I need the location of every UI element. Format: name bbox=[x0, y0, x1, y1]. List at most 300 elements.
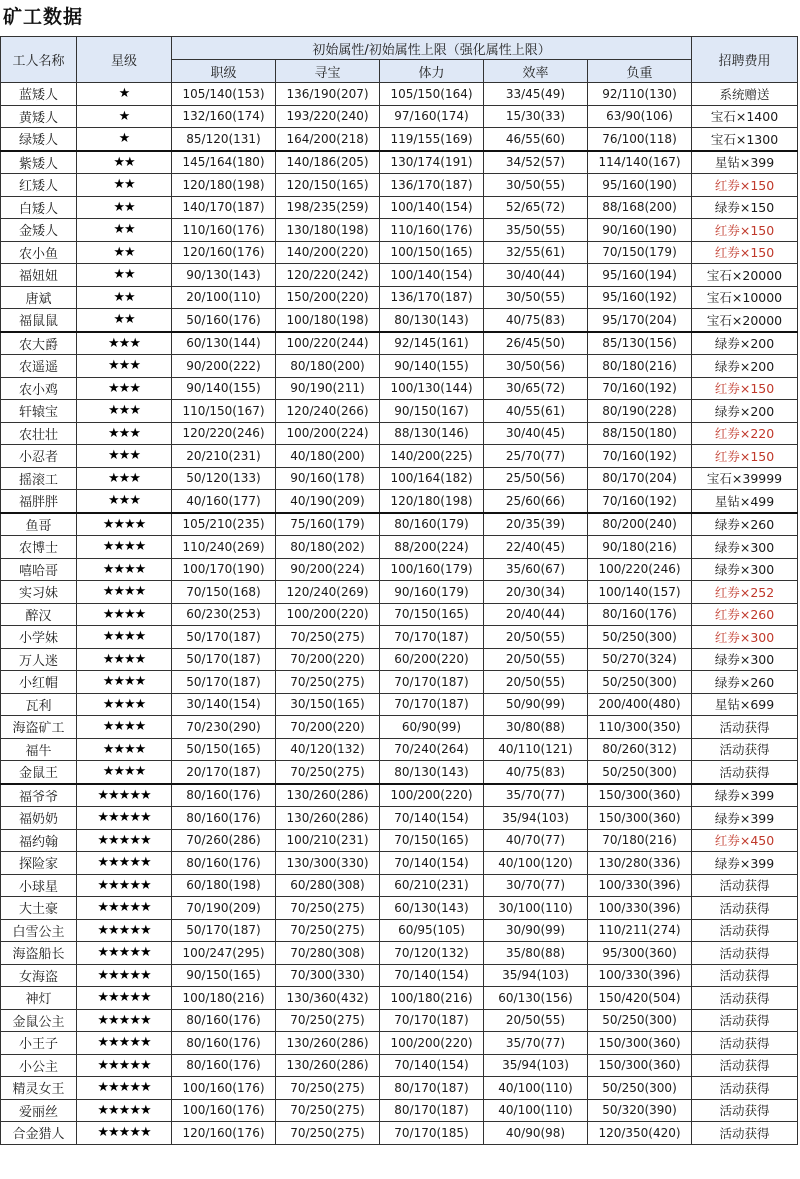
star-rating: ★★★★ bbox=[77, 558, 172, 581]
efficiency-value: 40/75(83) bbox=[484, 761, 588, 784]
efficiency-value: 20/40(44) bbox=[484, 603, 588, 626]
recruit-cost: 活动获得 bbox=[692, 761, 798, 784]
load-value: 100/330(396) bbox=[588, 964, 692, 987]
stamina-value: 80/170(187) bbox=[380, 1099, 484, 1122]
rank-value: 100/160(176) bbox=[172, 1099, 276, 1122]
table-row bbox=[1, 581, 798, 604]
load-value: 100/140(157) bbox=[588, 581, 692, 604]
star-rating: ★★ bbox=[77, 241, 172, 264]
treasure-value: 136/190(207) bbox=[276, 83, 380, 106]
treasure-value: 90/200(224) bbox=[276, 558, 380, 581]
efficiency-value: 35/94(103) bbox=[484, 807, 588, 830]
treasure-value: 70/250(275) bbox=[276, 1009, 380, 1032]
efficiency-value: 32/55(61) bbox=[484, 241, 588, 264]
load-value: 85/130(156) bbox=[588, 332, 692, 355]
stamina-value: 70/140(154) bbox=[380, 852, 484, 875]
worker-name: 海盗矿工 bbox=[1, 716, 77, 739]
efficiency-value: 33/45(49) bbox=[484, 83, 588, 106]
stamina-value: 70/150(165) bbox=[380, 829, 484, 852]
star-rating: ★★★ bbox=[77, 355, 172, 378]
worker-name: 黄矮人 bbox=[1, 105, 77, 128]
star-rating: ★★★★★ bbox=[77, 942, 172, 965]
efficiency-value: 30/100(110) bbox=[484, 897, 588, 920]
worker-name: 农大爵 bbox=[1, 332, 77, 355]
efficiency-value: 40/100(110) bbox=[484, 1077, 588, 1100]
rank-value: 60/130(144) bbox=[172, 332, 276, 355]
recruit-cost: 活动获得 bbox=[692, 874, 798, 897]
recruit-cost: 绿券×399 bbox=[692, 852, 798, 875]
load-value: 70/160(192) bbox=[588, 445, 692, 468]
load-value: 88/168(200) bbox=[588, 196, 692, 219]
recruit-cost: 红券×300 bbox=[692, 626, 798, 649]
recruit-cost: 活动获得 bbox=[692, 897, 798, 920]
stamina-value: 136/170(187) bbox=[380, 174, 484, 197]
star-rating: ★★★★ bbox=[77, 536, 172, 559]
load-value: 200/400(480) bbox=[588, 693, 692, 716]
rank-value: 50/150(165) bbox=[172, 738, 276, 761]
stamina-value: 70/120(132) bbox=[380, 942, 484, 965]
stamina-value: 100/164(182) bbox=[380, 467, 484, 490]
header-star-level: 星级 bbox=[77, 37, 172, 83]
star-rating: ★★★★★ bbox=[77, 897, 172, 920]
stamina-value: 88/200(224) bbox=[380, 536, 484, 559]
table-row bbox=[1, 83, 798, 106]
recruit-cost: 红券×150 bbox=[692, 174, 798, 197]
recruit-cost: 活动获得 bbox=[692, 942, 798, 965]
table-row bbox=[1, 332, 798, 355]
efficiency-value: 35/80(88) bbox=[484, 942, 588, 965]
worker-name: 轩辕宝 bbox=[1, 400, 77, 423]
table-row bbox=[1, 829, 798, 852]
recruit-cost: 活动获得 bbox=[692, 987, 798, 1010]
load-value: 80/160(176) bbox=[588, 603, 692, 626]
stamina-value: 130/174(191) bbox=[380, 151, 484, 174]
recruit-cost: 活动获得 bbox=[692, 1122, 798, 1145]
recruit-cost: 绿券×300 bbox=[692, 648, 798, 671]
rank-value: 80/160(176) bbox=[172, 1054, 276, 1077]
recruit-cost: 活动获得 bbox=[692, 964, 798, 987]
table-row bbox=[1, 309, 798, 332]
table-row bbox=[1, 603, 798, 626]
load-value: 80/170(204) bbox=[588, 467, 692, 490]
worker-name: 紫矮人 bbox=[1, 151, 77, 174]
load-value: 80/200(240) bbox=[588, 513, 692, 536]
treasure-value: 70/250(275) bbox=[276, 671, 380, 694]
treasure-value: 90/190(211) bbox=[276, 377, 380, 400]
efficiency-value: 35/70(77) bbox=[484, 1032, 588, 1055]
table-row bbox=[1, 784, 798, 807]
header-stamina: 体力 bbox=[380, 60, 484, 83]
rank-value: 50/170(187) bbox=[172, 626, 276, 649]
stamina-value: 60/210(231) bbox=[380, 874, 484, 897]
efficiency-value: 30/90(99) bbox=[484, 919, 588, 942]
table-row bbox=[1, 1054, 798, 1077]
load-value: 70/160(192) bbox=[588, 490, 692, 513]
star-rating: ★★★★★ bbox=[77, 1077, 172, 1100]
rank-value: 20/170(187) bbox=[172, 761, 276, 784]
worker-name: 唐斌 bbox=[1, 286, 77, 309]
load-value: 80/190(228) bbox=[588, 400, 692, 423]
stamina-value: 100/200(220) bbox=[380, 784, 484, 807]
recruit-cost: 红券×252 bbox=[692, 581, 798, 604]
star-rating: ★★★ bbox=[77, 400, 172, 423]
star-rating: ★★★★★ bbox=[77, 829, 172, 852]
stamina-value: 60/130(143) bbox=[380, 897, 484, 920]
load-value: 50/250(300) bbox=[588, 1009, 692, 1032]
load-value: 50/270(324) bbox=[588, 648, 692, 671]
stamina-value: 60/90(99) bbox=[380, 716, 484, 739]
load-value: 50/250(300) bbox=[588, 761, 692, 784]
rank-value: 132/160(174) bbox=[172, 105, 276, 128]
star-rating: ★★★★★ bbox=[77, 919, 172, 942]
load-value: 80/260(312) bbox=[588, 738, 692, 761]
treasure-value: 130/180(198) bbox=[276, 219, 380, 242]
stamina-value: 105/150(164) bbox=[380, 83, 484, 106]
star-rating: ★★★★★ bbox=[77, 1054, 172, 1077]
stamina-value: 70/170(187) bbox=[380, 626, 484, 649]
worker-name: 实习妹 bbox=[1, 581, 77, 604]
stamina-value: 70/140(154) bbox=[380, 964, 484, 987]
efficiency-value: 40/100(110) bbox=[484, 1099, 588, 1122]
stamina-value: 70/170(187) bbox=[380, 671, 484, 694]
header-efficiency: 效率 bbox=[484, 60, 588, 83]
treasure-value: 120/150(165) bbox=[276, 174, 380, 197]
stamina-value: 100/150(165) bbox=[380, 241, 484, 264]
stamina-value: 70/170(187) bbox=[380, 693, 484, 716]
load-value: 76/100(118) bbox=[588, 128, 692, 151]
load-value: 50/250(300) bbox=[588, 626, 692, 649]
efficiency-value: 30/65(72) bbox=[484, 377, 588, 400]
table-row bbox=[1, 219, 798, 242]
table-row bbox=[1, 693, 798, 716]
efficiency-value: 25/50(56) bbox=[484, 467, 588, 490]
recruit-cost: 活动获得 bbox=[692, 1099, 798, 1122]
load-value: 70/150(179) bbox=[588, 241, 692, 264]
load-value: 95/300(360) bbox=[588, 942, 692, 965]
efficiency-value: 35/70(77) bbox=[484, 784, 588, 807]
treasure-value: 70/250(275) bbox=[276, 761, 380, 784]
load-value: 95/170(204) bbox=[588, 309, 692, 332]
worker-name: 福胖胖 bbox=[1, 490, 77, 513]
star-rating: ★★★ bbox=[77, 445, 172, 468]
rank-value: 70/260(286) bbox=[172, 829, 276, 852]
table-row bbox=[1, 671, 798, 694]
treasure-value: 70/300(330) bbox=[276, 964, 380, 987]
recruit-cost: 绿券×200 bbox=[692, 400, 798, 423]
efficiency-value: 46/55(60) bbox=[484, 128, 588, 151]
worker-name: 大土豪 bbox=[1, 897, 77, 920]
worker-name: 白矮人 bbox=[1, 196, 77, 219]
treasure-value: 100/180(198) bbox=[276, 309, 380, 332]
recruit-cost: 宝石×1400 bbox=[692, 105, 798, 128]
star-rating: ★★★★ bbox=[77, 626, 172, 649]
rank-value: 110/160(176) bbox=[172, 219, 276, 242]
worker-name: 神灯 bbox=[1, 987, 77, 1010]
worker-name: 福妞妞 bbox=[1, 264, 77, 287]
stamina-value: 80/130(143) bbox=[380, 309, 484, 332]
rank-value: 50/170(187) bbox=[172, 671, 276, 694]
rank-value: 80/160(176) bbox=[172, 1009, 276, 1032]
treasure-value: 100/220(244) bbox=[276, 332, 380, 355]
stamina-value: 80/160(179) bbox=[380, 513, 484, 536]
rank-value: 100/247(295) bbox=[172, 942, 276, 965]
efficiency-value: 30/50(55) bbox=[484, 174, 588, 197]
rank-value: 80/160(176) bbox=[172, 807, 276, 830]
star-rating: ★★★ bbox=[77, 377, 172, 400]
treasure-value: 130/260(286) bbox=[276, 807, 380, 830]
treasure-value: 120/240(266) bbox=[276, 400, 380, 423]
table-row bbox=[1, 1009, 798, 1032]
worker-name: 爱丽丝 bbox=[1, 1099, 77, 1122]
star-rating: ★★ bbox=[77, 196, 172, 219]
rank-value: 90/150(165) bbox=[172, 964, 276, 987]
load-value: 80/180(216) bbox=[588, 355, 692, 378]
treasure-value: 70/250(275) bbox=[276, 626, 380, 649]
recruit-cost: 活动获得 bbox=[692, 1009, 798, 1032]
stamina-value: 70/240(264) bbox=[380, 738, 484, 761]
efficiency-value: 40/55(61) bbox=[484, 400, 588, 423]
worker-name: 嘻哈哥 bbox=[1, 558, 77, 581]
star-rating: ★★★★★ bbox=[77, 784, 172, 807]
treasure-value: 193/220(240) bbox=[276, 105, 380, 128]
star-rating: ★★★★ bbox=[77, 603, 172, 626]
table-row bbox=[1, 151, 798, 174]
table-row bbox=[1, 738, 798, 761]
treasure-value: 70/280(308) bbox=[276, 942, 380, 965]
star-rating: ★★★★★ bbox=[77, 874, 172, 897]
worker-name: 金鼠公主 bbox=[1, 1009, 77, 1032]
rank-value: 100/180(216) bbox=[172, 987, 276, 1010]
table-row bbox=[1, 445, 798, 468]
star-rating: ★★★★ bbox=[77, 513, 172, 536]
table-row bbox=[1, 264, 798, 287]
worker-name: 金矮人 bbox=[1, 219, 77, 242]
star-rating: ★★ bbox=[77, 286, 172, 309]
treasure-value: 130/300(330) bbox=[276, 852, 380, 875]
load-value: 70/160(192) bbox=[588, 377, 692, 400]
star-rating: ★★★★★ bbox=[77, 1122, 172, 1145]
worker-name: 红矮人 bbox=[1, 174, 77, 197]
worker-name: 鱼哥 bbox=[1, 513, 77, 536]
rank-value: 105/140(153) bbox=[172, 83, 276, 106]
table-row bbox=[1, 716, 798, 739]
recruit-cost: 绿券×300 bbox=[692, 558, 798, 581]
stamina-value: 90/150(167) bbox=[380, 400, 484, 423]
worker-name: 农遥遥 bbox=[1, 355, 77, 378]
load-value: 90/160(190) bbox=[588, 219, 692, 242]
load-value: 150/300(360) bbox=[588, 1054, 692, 1077]
stamina-value: 80/130(143) bbox=[380, 761, 484, 784]
stamina-value: 70/140(154) bbox=[380, 1054, 484, 1077]
worker-name: 福约翰 bbox=[1, 829, 77, 852]
star-rating: ★★★★ bbox=[77, 648, 172, 671]
rank-value: 120/160(176) bbox=[172, 241, 276, 264]
load-value: 95/160(194) bbox=[588, 264, 692, 287]
efficiency-value: 35/94(103) bbox=[484, 964, 588, 987]
miner-rows bbox=[1, 83, 798, 1145]
table-row bbox=[1, 286, 798, 309]
stamina-value: 70/150(165) bbox=[380, 603, 484, 626]
efficiency-value: 52/65(72) bbox=[484, 196, 588, 219]
star-rating: ★★★★ bbox=[77, 738, 172, 761]
efficiency-value: 20/30(34) bbox=[484, 581, 588, 604]
table-row bbox=[1, 513, 798, 536]
recruit-cost: 红券×260 bbox=[692, 603, 798, 626]
rank-value: 40/160(177) bbox=[172, 490, 276, 513]
treasure-value: 60/280(308) bbox=[276, 874, 380, 897]
efficiency-value: 35/60(67) bbox=[484, 558, 588, 581]
treasure-value: 40/120(132) bbox=[276, 738, 380, 761]
recruit-cost: 红券×150 bbox=[692, 377, 798, 400]
stamina-value: 92/145(161) bbox=[380, 332, 484, 355]
recruit-cost: 红券×150 bbox=[692, 219, 798, 242]
worker-name: 精灵女王 bbox=[1, 1077, 77, 1100]
table-row bbox=[1, 558, 798, 581]
star-rating: ★★ bbox=[77, 174, 172, 197]
efficiency-value: 22/40(45) bbox=[484, 536, 588, 559]
load-value: 120/350(420) bbox=[588, 1122, 692, 1145]
load-value: 150/420(504) bbox=[588, 987, 692, 1010]
efficiency-value: 20/50(55) bbox=[484, 1009, 588, 1032]
star-rating: ★★★★★ bbox=[77, 987, 172, 1010]
rank-value: 120/160(176) bbox=[172, 1122, 276, 1145]
stamina-value: 80/170(187) bbox=[380, 1077, 484, 1100]
efficiency-value: 30/40(45) bbox=[484, 422, 588, 445]
recruit-cost: 绿券×399 bbox=[692, 807, 798, 830]
efficiency-value: 25/60(66) bbox=[484, 490, 588, 513]
treasure-value: 70/250(275) bbox=[276, 1122, 380, 1145]
recruit-cost: 活动获得 bbox=[692, 1054, 798, 1077]
table-row bbox=[1, 964, 798, 987]
treasure-value: 70/250(275) bbox=[276, 1099, 380, 1122]
worker-name: 福牛 bbox=[1, 738, 77, 761]
load-value: 70/180(216) bbox=[588, 829, 692, 852]
efficiency-value: 30/80(88) bbox=[484, 716, 588, 739]
worker-name: 醉汉 bbox=[1, 603, 77, 626]
treasure-value: 70/200(220) bbox=[276, 648, 380, 671]
load-value: 63/90(106) bbox=[588, 105, 692, 128]
table-row bbox=[1, 852, 798, 875]
load-value: 130/280(336) bbox=[588, 852, 692, 875]
efficiency-value: 50/90(99) bbox=[484, 693, 588, 716]
treasure-value: 130/260(286) bbox=[276, 784, 380, 807]
table-row bbox=[1, 241, 798, 264]
worker-name: 小王子 bbox=[1, 1032, 77, 1055]
rank-value: 70/230(290) bbox=[172, 716, 276, 739]
star-rating: ★★★★★ bbox=[77, 964, 172, 987]
worker-name: 蓝矮人 bbox=[1, 83, 77, 106]
recruit-cost: 绿券×399 bbox=[692, 784, 798, 807]
worker-name: 小学妹 bbox=[1, 626, 77, 649]
efficiency-value: 25/70(77) bbox=[484, 445, 588, 468]
star-rating: ★★★★★ bbox=[77, 807, 172, 830]
table-row bbox=[1, 196, 798, 219]
efficiency-value: 40/75(83) bbox=[484, 309, 588, 332]
recruit-cost: 宝石×1300 bbox=[692, 128, 798, 151]
stamina-value: 90/140(155) bbox=[380, 355, 484, 378]
rank-value: 50/160(176) bbox=[172, 309, 276, 332]
table-row bbox=[1, 897, 798, 920]
rank-value: 90/140(155) bbox=[172, 377, 276, 400]
load-value: 150/300(360) bbox=[588, 784, 692, 807]
efficiency-value: 30/50(55) bbox=[484, 286, 588, 309]
load-value: 90/180(216) bbox=[588, 536, 692, 559]
star-rating: ★★★ bbox=[77, 490, 172, 513]
recruit-cost: 星钻×499 bbox=[692, 490, 798, 513]
recruit-cost: 红券×150 bbox=[692, 445, 798, 468]
star-rating: ★★★ bbox=[77, 332, 172, 355]
star-rating: ★★★ bbox=[77, 467, 172, 490]
load-value: 150/300(360) bbox=[588, 1032, 692, 1055]
stamina-value: 70/140(154) bbox=[380, 807, 484, 830]
worker-name: 小红帽 bbox=[1, 671, 77, 694]
miner-data-table bbox=[0, 36, 798, 1145]
header-recruit-cost: 招聘费用 bbox=[692, 37, 798, 83]
star-rating: ★★★ bbox=[77, 422, 172, 445]
recruit-cost: 绿券×150 bbox=[692, 196, 798, 219]
star-rating: ★★★★★ bbox=[77, 1009, 172, 1032]
treasure-value: 80/180(200) bbox=[276, 355, 380, 378]
rank-value: 145/164(180) bbox=[172, 151, 276, 174]
efficiency-value: 60/130(156) bbox=[484, 987, 588, 1010]
rank-value: 120/180(198) bbox=[172, 174, 276, 197]
star-rating: ★★★★ bbox=[77, 671, 172, 694]
rank-value: 70/150(168) bbox=[172, 581, 276, 604]
recruit-cost: 绿券×200 bbox=[692, 332, 798, 355]
load-value: 50/250(300) bbox=[588, 1077, 692, 1100]
treasure-value: 40/180(200) bbox=[276, 445, 380, 468]
stamina-value: 100/140(154) bbox=[380, 196, 484, 219]
treasure-value: 70/250(275) bbox=[276, 919, 380, 942]
stamina-value: 110/160(176) bbox=[380, 219, 484, 242]
rank-value: 110/150(167) bbox=[172, 400, 276, 423]
treasure-value: 40/190(209) bbox=[276, 490, 380, 513]
star-rating: ★ bbox=[77, 128, 172, 151]
rank-value: 100/160(176) bbox=[172, 1077, 276, 1100]
star-rating: ★★ bbox=[77, 219, 172, 242]
recruit-cost: 活动获得 bbox=[692, 716, 798, 739]
treasure-value: 150/200(220) bbox=[276, 286, 380, 309]
worker-name: 金鼠王 bbox=[1, 761, 77, 784]
table-row bbox=[1, 467, 798, 490]
table-row bbox=[1, 377, 798, 400]
table-row bbox=[1, 174, 798, 197]
load-value: 88/150(180) bbox=[588, 422, 692, 445]
recruit-cost: 活动获得 bbox=[692, 1032, 798, 1055]
table-row bbox=[1, 128, 798, 151]
rank-value: 90/200(222) bbox=[172, 355, 276, 378]
stamina-value: 100/130(144) bbox=[380, 377, 484, 400]
worker-name: 海盗船长 bbox=[1, 942, 77, 965]
rank-value: 100/170(190) bbox=[172, 558, 276, 581]
treasure-value: 130/260(286) bbox=[276, 1032, 380, 1055]
treasure-value: 90/160(178) bbox=[276, 467, 380, 490]
treasure-value: 140/186(205) bbox=[276, 151, 380, 174]
table-row bbox=[1, 355, 798, 378]
efficiency-value: 30/50(56) bbox=[484, 355, 588, 378]
efficiency-value: 20/35(39) bbox=[484, 513, 588, 536]
recruit-cost: 活动获得 bbox=[692, 919, 798, 942]
stamina-value: 90/160(179) bbox=[380, 581, 484, 604]
recruit-cost: 宝石×39999 bbox=[692, 467, 798, 490]
recruit-cost: 宝石×20000 bbox=[692, 309, 798, 332]
rank-value: 140/170(187) bbox=[172, 196, 276, 219]
treasure-value: 198/235(259) bbox=[276, 196, 380, 219]
table-row bbox=[1, 400, 798, 423]
star-rating: ★★★★ bbox=[77, 716, 172, 739]
rank-value: 80/160(176) bbox=[172, 784, 276, 807]
rank-value: 60/230(253) bbox=[172, 603, 276, 626]
